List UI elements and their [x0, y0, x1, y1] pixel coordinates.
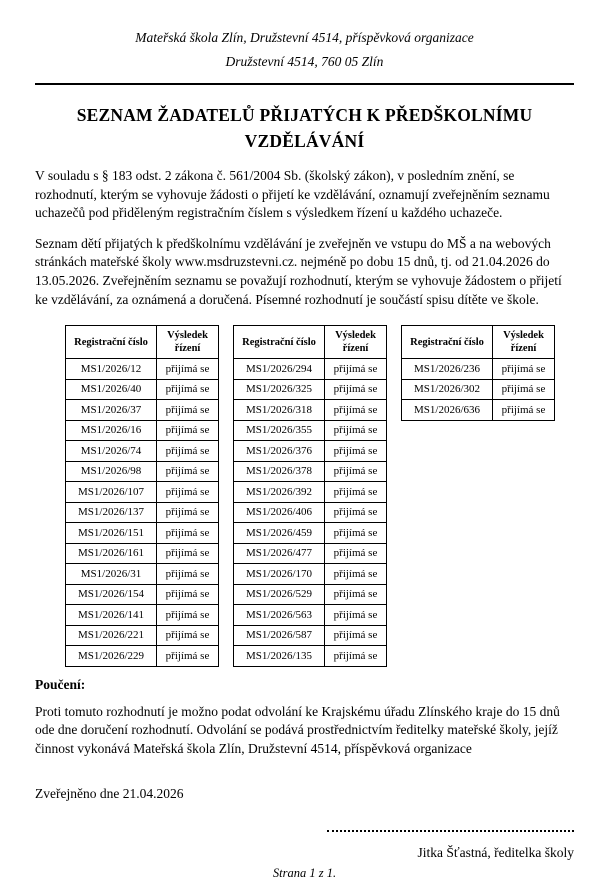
column-header-result: Výsledek řízení — [493, 326, 555, 359]
registration-number: MS1/2026/135 — [234, 646, 325, 667]
notice-paragraph: Proti tomuto rozhodnutí je možno podat odvolání ke Krajskému úřadu Zlínského kraje do 15 dnů ode dne doručení rozhodnutí. Odvolání se podává prostřednictvím ředitelky mateřské školy, jejíž činnost vykonává Mateřská škola Zlín, Družstevní 4514, příspěvková organizace — [35, 703, 560, 756]
result-value: přijímá se — [493, 359, 555, 380]
table-header-row — [234, 326, 387, 359]
table-row — [66, 564, 219, 585]
table-row — [234, 605, 387, 626]
org-name: Mateřská škola Zlín, Družstevní 4514, příspěvková organizace — [135, 30, 474, 45]
table-row — [66, 379, 219, 400]
table-row — [66, 523, 219, 544]
result-value: přijímá se — [157, 584, 219, 605]
table-row — [66, 605, 219, 626]
results-tables — [65, 325, 574, 667]
result-value: přijímá se — [157, 646, 219, 667]
registration-number: MS1/2026/137 — [66, 502, 157, 523]
registration-number: MS1/2026/302 — [402, 379, 493, 400]
result-value: přijímá se — [325, 420, 387, 441]
table-row — [234, 461, 387, 482]
published-date-line: Zveřejněno dne 21.04.2026 — [35, 786, 184, 802]
result-value: přijímá se — [157, 461, 219, 482]
result-value: přijímá se — [325, 502, 387, 523]
result-value: přijímá se — [157, 523, 219, 544]
results-table-3 — [401, 325, 555, 421]
registration-number: MS1/2026/376 — [234, 441, 325, 462]
registration-number: MS1/2026/16 — [66, 420, 157, 441]
table-row — [234, 502, 387, 523]
registration-number: MS1/2026/392 — [234, 482, 325, 503]
result-value: přijímá se — [157, 379, 219, 400]
results-table-2 — [233, 325, 387, 667]
registration-number: MS1/2026/355 — [234, 420, 325, 441]
header-divider — [35, 83, 574, 85]
table-header-row — [66, 326, 219, 359]
registration-number: MS1/2026/37 — [66, 400, 157, 421]
table-row — [234, 625, 387, 646]
registration-number: MS1/2026/74 — [66, 441, 157, 462]
registration-number: MS1/2026/294 — [234, 359, 325, 380]
table-row — [234, 564, 387, 585]
results-table-1 — [65, 325, 219, 667]
table-row — [66, 543, 219, 564]
result-value: přijímá se — [325, 482, 387, 503]
registration-number: MS1/2026/31 — [66, 564, 157, 585]
registration-number: MS1/2026/378 — [234, 461, 325, 482]
result-value: přijímá se — [325, 379, 387, 400]
registration-number: MS1/2026/229 — [66, 646, 157, 667]
table-row — [66, 625, 219, 646]
table-row — [66, 441, 219, 462]
table-row — [402, 359, 555, 380]
result-value: přijímá se — [325, 584, 387, 605]
result-value: přijímá se — [325, 461, 387, 482]
org-header — [35, 26, 574, 74]
column-header-registration: Registrační číslo — [66, 326, 157, 359]
table-row — [66, 400, 219, 421]
result-value: přijímá se — [157, 400, 219, 421]
registration-number: MS1/2026/154 — [66, 584, 157, 605]
registration-number: MS1/2026/12 — [66, 359, 157, 380]
table-row — [234, 400, 387, 421]
registration-number: MS1/2026/587 — [234, 625, 325, 646]
table-row — [66, 646, 219, 667]
result-value: přijímá se — [157, 564, 219, 585]
result-value: přijímá se — [325, 625, 387, 646]
table-row — [66, 420, 219, 441]
result-value: přijímá se — [325, 543, 387, 564]
table-row — [402, 379, 555, 400]
signature-line — [327, 829, 574, 832]
result-value: přijímá se — [157, 420, 219, 441]
result-value: přijímá se — [157, 482, 219, 503]
table-row — [66, 584, 219, 605]
registration-number: MS1/2026/406 — [234, 502, 325, 523]
table-row — [66, 482, 219, 503]
table-row — [234, 379, 387, 400]
registration-number: MS1/2026/563 — [234, 605, 325, 626]
result-value: přijímá se — [157, 441, 219, 462]
page-title: SEZNAM ŽADATELŮ PŘIJATÝCH K PŘEDŠKOLNÍMU VZDĚLÁVÁNÍ — [76, 105, 533, 151]
table-row — [66, 359, 219, 380]
table-row — [234, 482, 387, 503]
column-header-result: Výsledek řízení — [325, 326, 387, 359]
result-value: přijímá se — [325, 605, 387, 626]
result-value: přijímá se — [325, 400, 387, 421]
registration-number: MS1/2026/151 — [66, 523, 157, 544]
registration-number: MS1/2026/318 — [234, 400, 325, 421]
result-value: přijímá se — [325, 646, 387, 667]
result-value: přijímá se — [493, 379, 555, 400]
result-value: přijímá se — [325, 523, 387, 544]
registration-number: MS1/2026/477 — [234, 543, 325, 564]
table-row — [234, 543, 387, 564]
registration-number: MS1/2026/170 — [234, 564, 325, 585]
page-number: Strana 1 z 1. — [272, 866, 337, 881]
registration-number: MS1/2026/161 — [66, 543, 157, 564]
registration-number: MS1/2026/221 — [66, 625, 157, 646]
registration-number: MS1/2026/636 — [402, 400, 493, 421]
registration-number: MS1/2026/40 — [66, 379, 157, 400]
table-row — [234, 359, 387, 380]
publication-paragraph: Seznam dětí přijatých k předškolnímu vzdělávání je zveřejněn ve vstupu do MŠ a na webových stránkách mateřské školy www.msdruzstevni.cz. nejméně po dobu 15 dnů, tj. od 21.04.2026 do 13.05.2026. Zveřejněním seznamu se považují rozhodnutí, kterým se vyhovuje žádostem o přijetí ke vzdělávání, za oznámená a doručená. Písemné rozhodnutí je součástí spisu dítěte ve škole. — [35, 235, 562, 307]
result-value: přijímá se — [493, 400, 555, 421]
registration-number: MS1/2026/107 — [66, 482, 157, 503]
result-value: přijímá se — [157, 359, 219, 380]
registration-number: MS1/2026/141 — [66, 605, 157, 626]
result-value: přijímá se — [157, 625, 219, 646]
result-value: přijímá se — [157, 543, 219, 564]
table-row — [402, 400, 555, 421]
org-address: Družstevní 4514, 760 05 Zlín — [225, 54, 384, 69]
result-value: přijímá se — [157, 605, 219, 626]
registration-number: MS1/2026/325 — [234, 379, 325, 400]
registration-number: MS1/2026/459 — [234, 523, 325, 544]
table-row — [66, 461, 219, 482]
table-header-row — [402, 326, 555, 359]
registration-number: MS1/2026/529 — [234, 584, 325, 605]
result-value: přijímá se — [325, 441, 387, 462]
result-value: přijímá se — [325, 564, 387, 585]
column-header-registration: Registrační číslo — [402, 326, 493, 359]
table-row — [234, 523, 387, 544]
signature-block — [35, 822, 574, 862]
table-row — [234, 441, 387, 462]
signature-name: Jitka Šťastná, ředitelka školy — [417, 845, 574, 861]
column-header-result: Výsledek řízení — [157, 326, 219, 359]
table-row — [234, 420, 387, 441]
intro-paragraph: V souladu s § 183 odst. 2 zákona č. 561/2004 Sb. (školský zákon), v posledním znění, se rozhodnutí, kterým se vyhovuje žádosti o přijetí ke vzdělávání, oznamují zveřejněním seznamu uchazečů pod přiděleným registračním číslem s výsledkem řízení u každého uchazeče. — [35, 168, 550, 221]
table-row — [234, 646, 387, 667]
column-header-registration: Registrační číslo — [234, 326, 325, 359]
result-value: přijímá se — [157, 502, 219, 523]
table-row — [66, 502, 219, 523]
registration-number: MS1/2026/236 — [402, 359, 493, 380]
notice-heading: Poučení: — [35, 676, 86, 692]
result-value: přijímá se — [325, 359, 387, 380]
registration-number: MS1/2026/98 — [66, 461, 157, 482]
table-row — [234, 584, 387, 605]
